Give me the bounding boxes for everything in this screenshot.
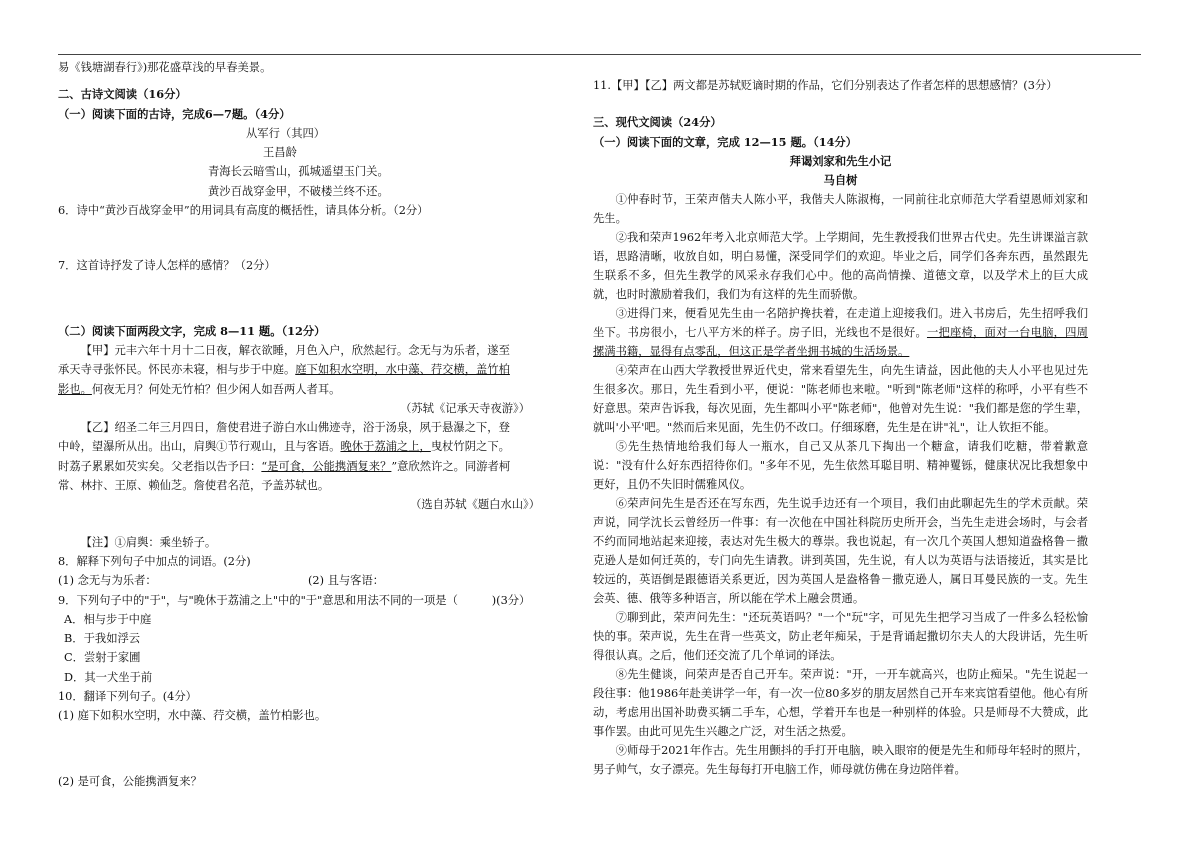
question-8-2: (2) 且与客语： bbox=[308, 574, 385, 588]
question-8-items bbox=[58, 571, 570, 590]
article-paragraph-9: ⑨师母于2021年作古。先生用颤抖的手打开电脑，映入眼帘的便是先生和师母年轻时的照片，男子帅气，女子漂亮。先生每每打开电脑工作，师母就仿佛在身边陪伴着。 bbox=[593, 744, 1088, 777]
poem-author: 王昌龄 bbox=[263, 146, 297, 160]
article-paragraph-4: ④荣声在山西大学教授世界近代史，常来看望先生，向先生请益，因此他的夫人小平也见过先生很多次。那日，先生看到小平，便说："陈老师也来啦。"听到"陈老师"这样的称呼，小平有些不好意思。荣声告诉我，每次见面，先生都叫小平"陈老师"，他曾对先生说："我们都是您的学生辈，就叫'小平'吧。"然而后来见面，先生仍不改口。仔细琢磨，先生是在讲"礼"，让人钦拒不能。 bbox=[593, 364, 1088, 435]
question-9: 9．下列句子中的"于"，与"晚休于荔浦之上"中的"于"意思和用法不同的一项是（ )(3分） bbox=[58, 593, 531, 607]
question-10-1: (1) 庭下如积水空明，水中藻、荇交横，盖竹柏影也。 bbox=[58, 709, 327, 723]
article-paragraph-7: ⑦聊到此，荣声问先生："还玩英语吗？"一个"玩"字，可见先生把学习当成了一件多么轻松愉快的事。荣声说，先生在背一些英文，防止老年痴呆，于是背诵起撒切尔夫人的大段讲话，先生听得很认真。之后，他们还交流了几个单词的译法。 bbox=[593, 611, 1088, 663]
poem-title: 从军行（其四） bbox=[246, 126, 326, 140]
passage-jia-line-2: 承天寺寻张怀民。怀民亦未寝，相与步于中庭。庭下如积水空明，水中藻、荇交横，盖竹柏 bbox=[58, 363, 510, 377]
right-column bbox=[593, 76, 1088, 779]
option-d: D．其一犬坐于前 bbox=[64, 670, 153, 684]
option-b: B．于我如浮云 bbox=[64, 632, 141, 646]
section-3-title: 三、现代文阅读（24分） bbox=[593, 115, 722, 130]
question-8: 8．解释下列句子中加点的词语。(2分) bbox=[58, 554, 251, 568]
option-a: A．相与步于中庭 bbox=[64, 612, 152, 626]
article-title: 拜谒刘家和先生小记 bbox=[789, 153, 892, 168]
underlined-description: 一把座椅，面对一台电脑，四周摞满书籍，显得有点零乱，但这正是学者坐拥书城的生活场景。 bbox=[593, 326, 1088, 359]
passage-yi-line-3: 时荔子累累如芡实矣。父老指以告予曰：“是可食，公能携酒复来？”意欣然许之。同游者柯 bbox=[58, 459, 511, 473]
footnote: 【注】①肩舆：乘坐轿子。 bbox=[80, 535, 217, 549]
question-10-2: (2) 是可食，公能携酒复来？ bbox=[58, 774, 202, 788]
passage-yi-source: （选自苏轼《题白水山》） bbox=[410, 498, 540, 512]
question-10: 10．翻译下列句子。(4分） bbox=[58, 690, 197, 704]
article-paragraph-3: ③进得门来，便看见先生由一名陪护搀扶着，在走道上迎接我们。进入书房后，先生招呼我们坐下。书房很小，七八平方米的样子。房子旧，光线也不是很好。一把座椅，面对一台电脑，四周摞满书籍，显得有点零乱，但这正是学者坐拥书城的生活场景。 bbox=[593, 307, 1088, 359]
section-2-title: 二、古诗文阅读（16分） bbox=[58, 87, 187, 102]
underlined-sentence-end: 影也。 bbox=[58, 382, 92, 396]
left-column bbox=[58, 58, 570, 791]
article-paragraph-1: ①仲春时节，王荣声偕夫人陈小平，我偕夫人陈淑梅，一同前往北京师范大学看望恩师刘家和先生。 bbox=[593, 193, 1088, 226]
passage-jia-source: （苏轼《记承天寺夜游》） bbox=[400, 401, 530, 415]
article-paragraph-6: ⑥荣声问先生是否还在写东西，先生说手边还有一个项目，我们由此聊起先生的学术贡献。荣声说，同学沈长云曾经历一件事：有一次他在中国社科院历史所开会，当先生走进会场时，与会者不约而同地站起来迎接，表达对先生极大的尊崇。我也说起，有一次几个英国人想知道盎格鲁－撒克逊人是如何迁英的，专门向先生请教。讲到英国，先生说，有人以为英语与法语接近，其实是比较远的，英语倒是跟德语关系更近，因为英国人是盎格鲁－撒克逊人，属日耳曼民族的一支。先生会英、德、俄等多种语言，所以能在学术上融会贯通。 bbox=[593, 497, 1088, 606]
underlined-phrase: 晚休于荔浦之上， bbox=[340, 440, 431, 454]
poem-line-2: 黄沙百战穿金甲，不破楼兰终不还。 bbox=[208, 184, 389, 198]
underlined-sentence: 庭下如积水空明，水中藻、荇交横，盖竹柏 bbox=[295, 363, 510, 377]
passage-yi-line-2: 中岭，望瀑所从出。出山，肩舆①节行观山，且与客语。晚休于荔浦之上，曳杖竹阴之下。 bbox=[58, 440, 510, 454]
passage-yi-line-1: 【乙】绍圣二年三月四日，詹使君进子游白水山佛迹寺，浴于汤泉，夙于悬瀑之下，登 bbox=[80, 421, 510, 435]
header-rule bbox=[58, 54, 1141, 55]
passage-yi-line-4: 常、林抃、王原、赖仙芝。詹使君名范，予盖苏轼也。 bbox=[58, 479, 330, 493]
subsection-3-1-title: （一）阅读下面的文章，完成 12—15 题。（14分） bbox=[593, 134, 858, 149]
question-6: 6．诗中“黄沙百战穿金甲”的用词具有高度的概括性，请具体分析。（2分） bbox=[58, 204, 429, 218]
passage-jia-line-1: 【甲】元丰六年十月十二日夜，解衣欲睡，月色入户，欣然起行。念无与为乐者，遂至 bbox=[80, 343, 510, 357]
option-c: C．尝射于家圃 bbox=[64, 651, 141, 665]
underlined-quote: “是可食，公能携酒复来？ bbox=[261, 459, 392, 473]
question-7: 7．这首诗抒发了诗人怎样的感情？（2分） bbox=[58, 259, 276, 273]
subsection-2-title: （二）阅读下面两段文字，完成 8—11 题。（12分） bbox=[58, 323, 326, 338]
article-paragraph-8: ⑧先生健谈，问荣声是否自己开车。荣声说："开，一开车就高兴，也防止痴呆。"先生说起一段往事：他1986年赴美讲学一年，有一次一位80多岁的朋友居然自己开车来宾馆看望他。他心有所动，考虑用出国补助费买辆二手车，心想，学着开车也是一种别样的体验。只是师母不大赞成，此事作罢。由此可见先生兴趣之广泛，对生活之热爱。 bbox=[593, 668, 1089, 739]
passage-jia-line-3: 影也。何夜无月？何处无竹柏？但少闲人如吾两人者耳。 bbox=[58, 382, 341, 396]
subsection-1-title: （一）阅读下面的古诗，完成6—7题。（4分） bbox=[58, 106, 291, 121]
article-author: 马自树 bbox=[823, 173, 858, 188]
article-paragraph-5: ⑤先生热情地给我们每人一瓶水，自己又从茶几下掏出一个糖盒，请我们吃糖，带着歉意说："没有什么好东西招待你们。"多年不见，先生依然耳聪目明、精神矍铄，健康状况比我想象中更好，且仍不失旧时儒雅风仪。 bbox=[593, 440, 1088, 492]
question-8-1: (1) 念无与为乐者： bbox=[58, 574, 157, 588]
question-11: 11.【甲】【乙】两文都是苏轼贬谪时期的作品，它们分别表达了作者怎样的思想感情？(3分） bbox=[593, 79, 1058, 92]
poem-line-1: 青海长云暗雪山，孤城遥望玉门关。 bbox=[208, 165, 389, 179]
article-paragraph-2: ②我和荣声1962年考入北京师范大学。上学期间，先生教授我们世界古代史。先生讲课溢言款语，思路清晰，收放自如，明白易懂，深受同学们的欢迎。毕业之后，同学们各奔东西，虽然跟先生联系不多，但先生教学的风采永存我们心中。他的高尚情操、道德文章，以及学术上的巨大成就，也时时激励着我们，我们为有这样的先生而骄傲。 bbox=[593, 231, 1088, 302]
continuation-line: 易《钱塘湖春行》)那花盛草浅的早春美景。 bbox=[58, 61, 272, 74]
